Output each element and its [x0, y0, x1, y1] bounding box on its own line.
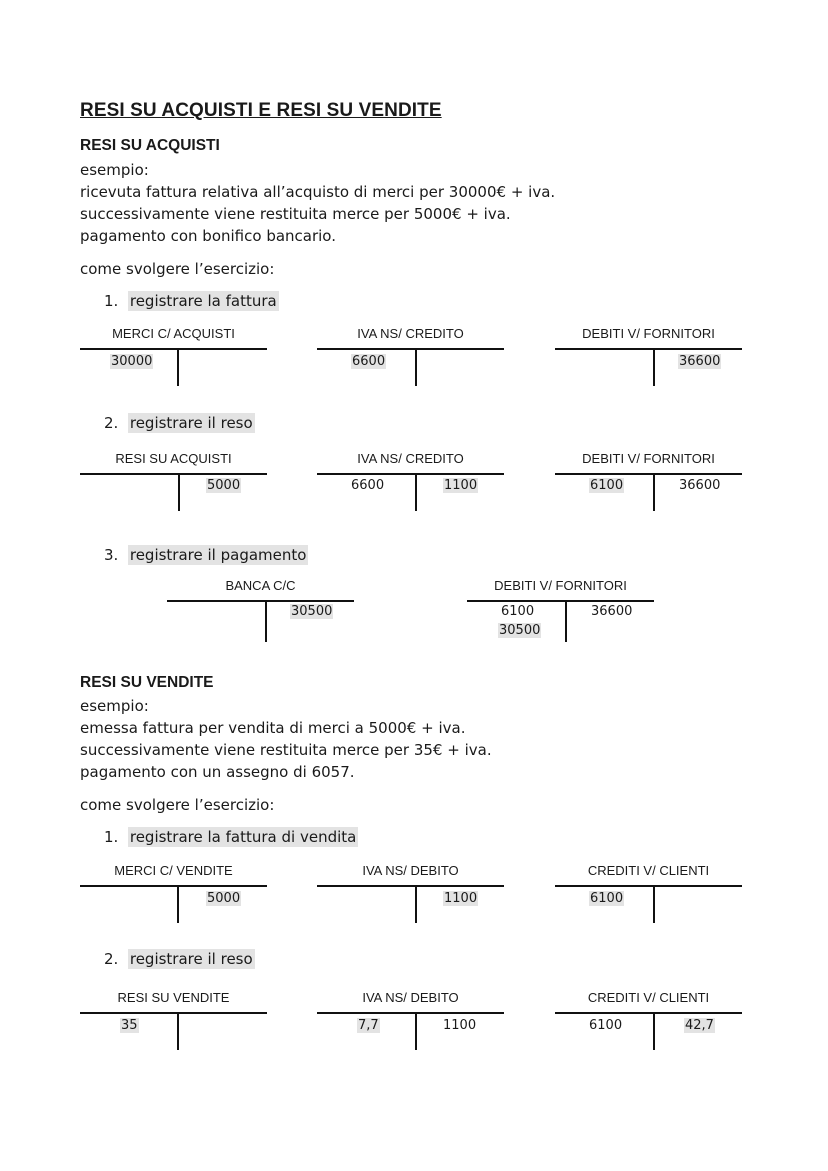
step-number: 1.	[104, 828, 119, 846]
dare-value: 6600	[352, 354, 386, 369]
t-account-iva-credito	[317, 451, 504, 533]
avere-value: 42,7	[685, 1018, 714, 1033]
avere-value: 36600	[679, 354, 721, 369]
step-2	[104, 414, 255, 432]
t-account-divider	[415, 887, 417, 923]
t-account-title: DEBITI V/ FORNITORI	[582, 326, 715, 341]
t-account-iva-debito	[317, 990, 504, 1072]
step-text: registrare la fattura	[129, 292, 277, 310]
t-account-rule	[167, 600, 354, 602]
example-line: emessa fattura per vendita di merci a 5000€ + iva.	[80, 719, 466, 737]
t-account-rule	[555, 885, 742, 887]
t-account-banca	[167, 578, 354, 660]
t-account-rule	[317, 885, 504, 887]
t-account-divider	[177, 887, 179, 923]
dare-value: 6100	[590, 478, 624, 493]
t-account-debiti-fornitori	[467, 578, 654, 660]
how-to-label: come svolgere l’esercizio:	[80, 260, 275, 278]
step-text: registrare il reso	[129, 950, 253, 968]
dare-value: 35	[121, 1018, 138, 1033]
t-account-title: IVA NS/ CREDITO	[357, 326, 464, 341]
t-account-divider	[265, 602, 267, 642]
t-account-title: DEBITI V/ FORNITORI	[582, 451, 715, 466]
t-account-divider	[565, 602, 567, 642]
step-number: 3.	[104, 546, 119, 564]
t-account-title: RESI SU VENDITE	[117, 990, 230, 1005]
t-account-rule	[80, 1012, 267, 1014]
dare-value: 6600	[351, 478, 385, 493]
t-account-title: IVA NS/ CREDITO	[357, 451, 464, 466]
t-account-title: CREDITI V/ CLIENTI	[587, 863, 710, 878]
t-account-divider	[178, 475, 180, 511]
t-account-divider	[177, 1014, 179, 1050]
example-line: successivamente viene restituita merce per 5000€ + iva.	[80, 205, 511, 223]
t-account-title: BANCA C/C	[225, 578, 296, 593]
t-account-crediti-clienti	[555, 863, 742, 945]
t-account-iva-credito	[317, 326, 504, 408]
t-account-rule	[317, 473, 504, 475]
avere-value: 1100	[444, 478, 478, 493]
example-line: successivamente viene restituita merce per 35€ + iva.	[80, 741, 492, 759]
t-account-rule	[555, 1012, 742, 1014]
dare-value: 30500	[499, 623, 541, 638]
t-account-divider	[653, 1014, 655, 1050]
avere-value: 1100	[443, 1018, 477, 1033]
dare-value: 6100	[501, 604, 535, 619]
t-account-rule	[317, 1012, 504, 1014]
t-account-divider	[653, 475, 655, 511]
example-line: ricevuta fattura relativa all’acquisto di merci per 30000€ + iva.	[80, 183, 556, 201]
t-account-debiti-fornitori	[555, 451, 742, 533]
step-1	[104, 292, 279, 310]
step-number: 1.	[104, 292, 119, 310]
step-1	[104, 828, 358, 846]
step-text: registrare il reso	[129, 414, 253, 432]
example-line: pagamento con un assegno di 6057.	[80, 763, 355, 781]
avere-value: 30500	[291, 604, 333, 619]
t-account-crediti-clienti	[555, 990, 742, 1072]
step-text: registrare il pagamento	[129, 546, 307, 564]
avere-value: 5000	[207, 478, 241, 493]
t-account-title: MERCI C/ ACQUISTI	[112, 326, 235, 341]
t-account-divider	[653, 887, 655, 923]
t-account-rule	[555, 348, 742, 350]
t-account-title: MERCI C/ VENDITE	[114, 863, 233, 878]
dare-value: 30000	[111, 354, 153, 369]
t-account-title: CREDITI V/ CLIENTI	[587, 990, 710, 1005]
t-account-rule	[467, 600, 654, 602]
t-account-divider	[653, 350, 655, 386]
avere-value: 1100	[444, 891, 478, 906]
step-2	[104, 950, 255, 968]
t-account-title: IVA NS/ DEBITO	[362, 990, 459, 1005]
page-title: RESI SU ACQUISTI E RESI SU VENDITE	[80, 100, 442, 121]
how-to-label: come svolgere l’esercizio:	[80, 796, 275, 814]
avere-value: 36600	[591, 604, 633, 619]
t-account-title: RESI SU ACQUISTI	[115, 451, 232, 466]
t-account-divider	[415, 350, 417, 386]
t-account-rule	[555, 473, 742, 475]
step-number: 2.	[104, 950, 119, 968]
t-account-title: DEBITI V/ FORNITORI	[494, 578, 627, 593]
t-account-divider	[177, 350, 179, 386]
t-account-divider	[415, 475, 417, 511]
step-3	[104, 546, 308, 564]
section-heading-vendite: RESI SU VENDITE	[80, 674, 214, 691]
t-account-rule	[80, 473, 267, 475]
t-account-rule	[80, 348, 267, 350]
t-account-resi-vendite	[80, 990, 267, 1072]
t-account-divider	[415, 1014, 417, 1050]
dare-value: 6100	[590, 891, 624, 906]
avere-value: 5000	[207, 891, 241, 906]
t-account-debiti-fornitori	[555, 326, 742, 408]
t-account-iva-debito	[317, 863, 504, 945]
section-heading-acquisti: RESI SU ACQUISTI	[80, 137, 220, 154]
t-account-rule	[80, 885, 267, 887]
step-text: registrare la fattura di vendita	[129, 828, 357, 846]
avere-value: 36600	[679, 478, 721, 493]
step-number: 2.	[104, 414, 119, 432]
example-line: esempio:	[80, 161, 149, 179]
t-account-resi-acquisti	[80, 451, 267, 533]
t-account-merci-vendite	[80, 863, 267, 945]
t-account-merci-acquisti	[80, 326, 267, 408]
t-account-title: IVA NS/ DEBITO	[362, 863, 459, 878]
example-line: esempio:	[80, 697, 149, 715]
dare-value: 7,7	[358, 1018, 379, 1033]
t-account-rule	[317, 348, 504, 350]
dare-value: 6100	[589, 1018, 623, 1033]
example-line: pagamento con bonifico bancario.	[80, 227, 336, 245]
